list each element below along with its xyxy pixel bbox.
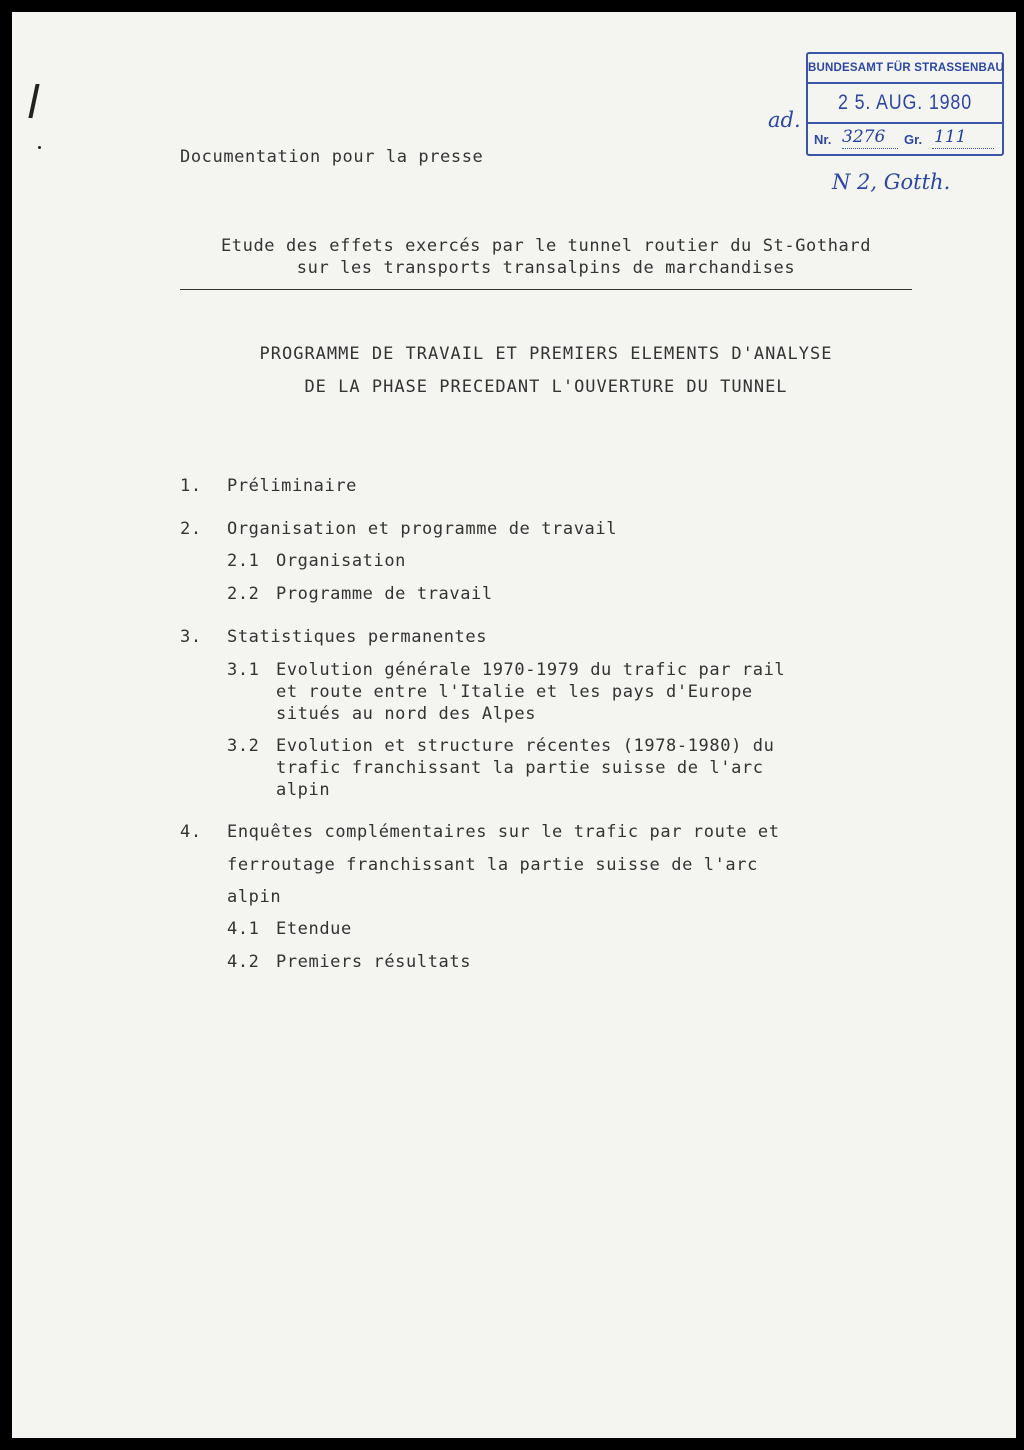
stamp-gr-label: Gr. — [904, 132, 923, 147]
subsection-number: 4.1 — [227, 919, 260, 939]
study-title-line2: sur les transports transalpins de marchandises — [296, 258, 796, 278]
subsection-number: 2.2 — [227, 584, 260, 604]
section-number: 2. — [180, 519, 202, 539]
stamp-gr-dotline — [932, 148, 994, 149]
section-number: 3. — [180, 627, 202, 647]
subsection-title-line: trafic franchissant la partie suisse de l'arc — [276, 758, 764, 778]
subsection-title-line: alpin — [276, 780, 331, 800]
subsection-number: 2.1 — [227, 551, 260, 571]
handwritten-note: N 2, Gotth. — [832, 170, 951, 194]
subsection-title: Premiers résultats — [276, 952, 472, 972]
section-title-line: Enquêtes complémentaires sur le trafic par route et — [227, 822, 780, 842]
title-divider — [180, 289, 912, 290]
subsection-title-line: Evolution générale 1970-1979 du trafic par rail — [276, 660, 786, 680]
study-title-line1: Etude des effets exercés par le tunnel routier du St-Gothard — [220, 236, 872, 256]
press-label: Documentation pour la presse — [180, 147, 484, 167]
subsection-number: 4.2 — [227, 952, 260, 972]
stamp-nr-label: Nr. — [814, 132, 832, 147]
received-stamp — [806, 52, 1004, 156]
section-title: Statistiques permanentes — [227, 627, 488, 647]
subsection-title: Etendue — [276, 919, 352, 939]
stamp-nr-dotline — [842, 148, 898, 149]
section-number: 4. — [180, 822, 202, 842]
stamp-office: BUNDESAMT FÜR STRASSENBAU — [808, 54, 1002, 84]
margin-mark — [28, 84, 39, 118]
subsection-title: Programme de travail — [276, 584, 493, 604]
heading-line2: DE LA PHASE PRECEDANT L'OUVERTURE DU TUNNEL — [304, 377, 788, 397]
subsection-title: Organisation — [276, 551, 407, 571]
subsection-title-line: et route entre l'Italie et les pays d'Europe — [276, 682, 753, 702]
stamp-registry — [808, 122, 1002, 154]
margin-dot — [38, 146, 41, 149]
document-page — [12, 12, 1016, 1438]
subsection-title-line: situés au nord des Alpes — [276, 704, 537, 724]
section-title: Organisation et programme de travail — [227, 519, 618, 539]
subsection-title-line: Evolution et structure récentes (1978-1980) du — [276, 736, 775, 756]
handwritten-ad: ad. — [768, 108, 801, 132]
heading-line1: PROGRAMME DE TRAVAIL ET PREMIERS ELEMENTS D'ANALYSE — [259, 344, 833, 364]
stamp-date: 2 5. AUG. 1980 — [838, 91, 972, 114]
subsection-number: 3.1 — [227, 660, 260, 680]
section-number: 1. — [180, 476, 202, 496]
section-title: Préliminaire — [227, 476, 358, 496]
section-title-line: alpin — [227, 887, 282, 907]
section-title-line: ferroutage franchissant la partie suisse de l'arc — [227, 855, 758, 875]
stamp-nr-value: 3276 — [842, 127, 886, 147]
stamp-gr-value: 111 — [934, 127, 967, 147]
subsection-number: 3.2 — [227, 736, 260, 756]
